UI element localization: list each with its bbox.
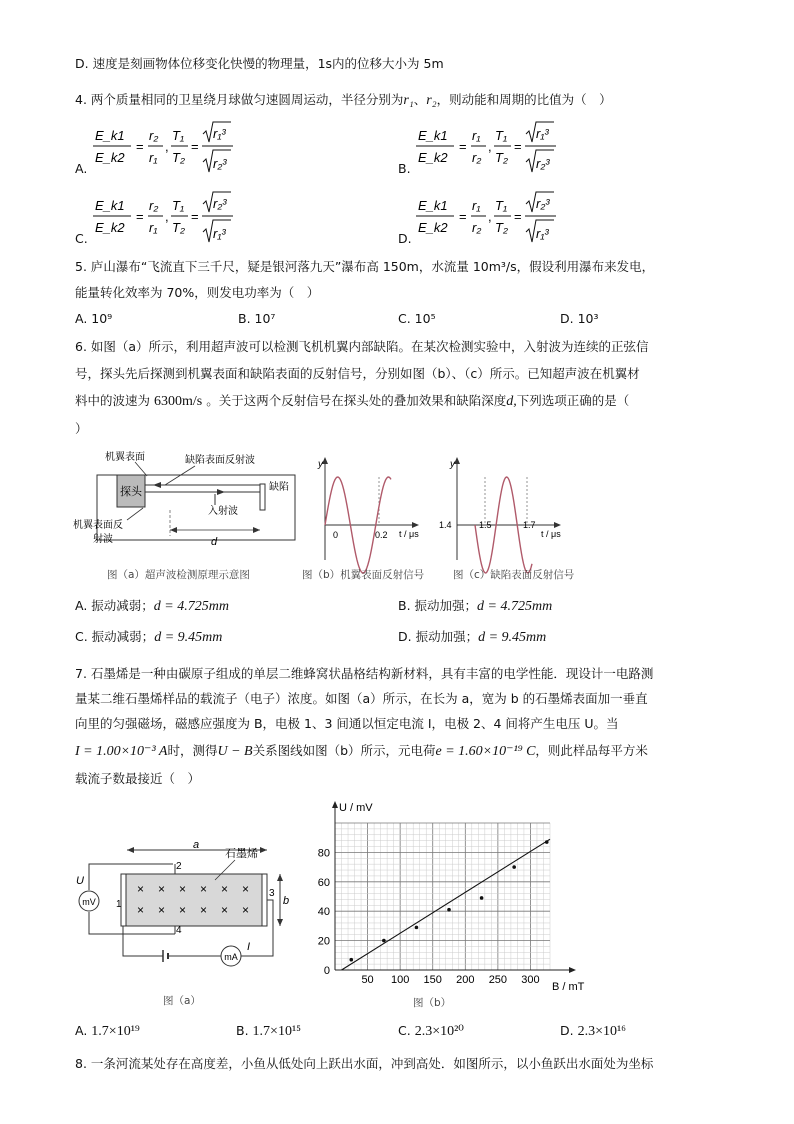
q7-option-a[interactable]: A. 1.7×10¹⁹: [75, 1023, 140, 1039]
root-den: r₁³: [213, 226, 226, 241]
figure-6c: [439, 455, 570, 565]
root-num: r₂³: [213, 196, 227, 211]
tick-0: 0: [333, 530, 339, 540]
option-letter: D.: [398, 231, 412, 246]
r-num: r₂: [149, 128, 159, 143]
current-label: I: [247, 941, 251, 953]
field-cross: ×: [242, 882, 250, 896]
figure-6c-caption: 图（c）缺陷表面反射信号: [453, 569, 575, 581]
svg-text:=: =: [136, 139, 144, 154]
svg-text:=: =: [191, 209, 199, 224]
x-tick-label: 200: [456, 974, 475, 986]
x-axis-label: B / mT: [552, 981, 585, 993]
r-num: r₂: [149, 198, 159, 213]
depth-label: d: [211, 536, 218, 548]
t-num: T₁: [172, 198, 185, 213]
svg-text:,: ,: [488, 139, 492, 154]
figure-6b: [315, 455, 425, 565]
q4-formula: [91, 118, 291, 180]
figure-7a-caption: 图（a）: [163, 995, 201, 1007]
figure-7a: [75, 838, 295, 973]
field-cross: ×: [200, 882, 208, 896]
r-den: r₂: [472, 150, 482, 165]
probe-label: 探头: [120, 486, 142, 498]
question-7-line3: 向里的匀强磁场，磁感应强度为 B，电极 1、3 间通以恒定电流 I，电极 2、4 间将产生电压 U。当: [75, 716, 619, 731]
voltmeter-label: mV: [82, 897, 96, 907]
question-5-line2: 能量转化效率为 70%，则发电功率为（ ）: [75, 285, 320, 300]
ek-den: E_k2: [95, 220, 125, 235]
x-tick-label: 100: [390, 974, 410, 986]
y-tick-label: 60: [317, 876, 330, 889]
r-num: r₁: [472, 198, 481, 213]
y-label: y: [318, 459, 323, 470]
q7-option-d[interactable]: D. 2.3×10¹⁶: [560, 1023, 627, 1039]
figure-6b-caption: 图（b）机翼表面反射信号: [302, 569, 425, 581]
field-cross: ×: [242, 903, 250, 917]
prev-option-d: D. 速度是刻画物体位移变化快慢的物理量，1s内的位移大小为 5m: [75, 56, 444, 71]
tick-1-7: 1.7: [523, 520, 536, 530]
question-7-line5: 载流子数最接近（ ）: [75, 771, 201, 786]
svg-text:,: ,: [165, 139, 169, 154]
q4-formula: [414, 118, 614, 180]
defect-wave-label: 缺陷表面反射波: [185, 455, 255, 466]
r-den: r₂: [472, 220, 482, 235]
y-tick-label: 40: [317, 906, 330, 919]
y-axis-arrow: [332, 801, 338, 808]
question-6-line3: 料中的波速为 6300m/s 。关于这两个反射信号在探头处的叠加效果和缺陷深度d,下列选项正确的是（: [75, 393, 630, 409]
defect-label: 缺陷: [269, 482, 289, 493]
ek-num: E_k1: [95, 128, 125, 143]
graphene-label: 石墨烯: [225, 848, 258, 860]
ek-den: E_k2: [418, 220, 448, 235]
data-point: [349, 958, 353, 962]
q4-option-d[interactable]: [398, 188, 598, 250]
question-4-stem: 4. 两个质量相同的卫星绕月球做匀速圆周运动，半径分别为r₁、r₂，则动能和周期的比值为（ ）: [75, 92, 612, 108]
incident-label: 入射波: [208, 506, 238, 517]
electrode-1-label: 1: [116, 899, 122, 910]
figure-6a-caption: 图（a）超声波检测原理示意图: [107, 569, 250, 581]
q4-option-b[interactable]: [398, 118, 598, 180]
ek-num: E_k1: [418, 198, 448, 213]
question-5-line1: 5. 庐山瀑布“飞流直下三千尺，疑是银河落九天”瀑布高 150m，水流量 10m³/s，假设利用瀑布来发电，: [75, 259, 655, 274]
ek-den: E_k2: [95, 150, 125, 165]
figure-6a: [73, 448, 310, 560]
data-point: [415, 926, 419, 930]
svg-text:=: =: [459, 209, 467, 224]
question-6-line2: 号，探头先后探测到机翼表面和缺陷表面的反射信号，分别如图（b）、（c）所示。已知超声波在机翼材: [75, 366, 640, 381]
data-point: [512, 865, 516, 869]
root-den: r₁³: [536, 226, 549, 241]
electrode-3-label: 3: [269, 888, 275, 899]
svg-text:=: =: [514, 209, 522, 224]
svg-text:,: ,: [165, 209, 169, 224]
svg-text:=: =: [191, 139, 199, 154]
tick-0-2: 0.2: [375, 530, 388, 540]
svg-text:,: ,: [488, 209, 492, 224]
q5-option-a[interactable]: A. 10⁹: [75, 311, 113, 326]
field-cross: ×: [179, 882, 187, 896]
tick-1-4: 1.4: [439, 520, 452, 530]
y-tick-label: 0: [323, 965, 330, 977]
t-den: T₂: [495, 150, 508, 165]
q6-option-b[interactable]: B. 振动加强；d = 4.725mm: [398, 598, 553, 614]
q4-option-a[interactable]: [75, 118, 275, 180]
t-den: T₂: [495, 220, 508, 235]
r-den: r₁: [149, 150, 158, 165]
option-letter: B.: [398, 161, 411, 176]
q5-option-d[interactable]: D. 10³: [560, 311, 599, 326]
svg-text:=: =: [514, 139, 522, 154]
surface-wave-label-1: 机翼表面反: [73, 520, 123, 531]
question-6-line4: ）: [75, 421, 88, 436]
field-cross: ×: [137, 882, 145, 896]
data-point: [545, 840, 549, 844]
r-den: r₁: [149, 220, 158, 235]
question-7-line4: I = 1.00×10⁻³ A时，测得U − B关系图线如图（b）所示，元电荷e = 1.60×10⁻¹⁹ C，则此样品每平方米: [75, 743, 648, 759]
q4-option-c[interactable]: [75, 188, 275, 250]
field-cross: ×: [200, 903, 208, 917]
svg-text:=: =: [136, 209, 144, 224]
q7-option-c[interactable]: C. 2.3×10²⁰: [398, 1023, 464, 1039]
field-cross: ×: [137, 903, 145, 917]
x-tick-label: 50: [361, 974, 374, 986]
y-label: y: [450, 459, 455, 470]
figure-7b-chart: [305, 795, 585, 993]
figure-7b-caption: 图（b）: [413, 997, 452, 1009]
surface-wave-label-2: 射波: [93, 534, 113, 545]
y-tick-label: 20: [317, 935, 330, 948]
data-point: [480, 896, 484, 900]
defect-block: [260, 484, 265, 510]
chart-grid: [335, 823, 550, 970]
field-cross: ×: [221, 882, 229, 896]
t-num: T₁: [172, 128, 185, 143]
ek-num: E_k1: [95, 198, 125, 213]
y-axis-label: U / mV: [339, 802, 373, 814]
electrode-2-label: 2: [176, 861, 182, 872]
svg-text:=: =: [459, 139, 467, 154]
question-7-line1: 7. 石墨烯是一种由碳原子组成的单层二维蜂窝状晶格结构新材料，具有丰富的电学性能．现设计一电路测: [75, 666, 654, 681]
root-num: r₂³: [536, 196, 550, 211]
q4-formula: [91, 188, 291, 250]
field-cross: ×: [221, 903, 229, 917]
t-label: t / μs: [399, 529, 419, 539]
q7-option-b[interactable]: B. 1.7×10¹⁵: [236, 1023, 302, 1039]
electrode-4-label: 4: [176, 925, 182, 936]
t-label: t / μs: [541, 529, 561, 539]
option-letter: C.: [75, 231, 88, 246]
t-den: T₂: [172, 150, 185, 165]
q6-option-c[interactable]: C. 振动减弱；d = 9.45mm: [75, 629, 223, 645]
x-axis-arrow: [569, 967, 576, 973]
ek-num: E_k1: [418, 128, 448, 143]
q6-option-d[interactable]: D. 振动加强；d = 9.45mm: [398, 629, 547, 645]
length-label: a: [193, 839, 200, 851]
q6-option-a[interactable]: A. 振动减弱；d = 4.725mm: [75, 598, 229, 614]
t-den: T₂: [172, 220, 185, 235]
t-num: T₁: [495, 198, 508, 213]
field-cross: ×: [158, 882, 166, 896]
root-den: r₂³: [536, 156, 550, 171]
x-tick-label: 300: [521, 974, 540, 986]
width-label: b: [283, 895, 290, 907]
surface-label: 机翼表面: [105, 452, 145, 463]
x-tick-label: 150: [423, 974, 442, 986]
root-den: r₂³: [213, 156, 227, 171]
ammeter-label: mA: [224, 952, 238, 962]
field-cross: ×: [179, 903, 187, 917]
voltage-label: U: [76, 875, 84, 887]
option-letter: A.: [75, 161, 88, 176]
question-7-line2: 量某二维石墨烯样品的载流子（电子）浓度。如图（a）所示，在长为 a，宽为 b 的石墨烯表面加一垂直: [75, 691, 648, 706]
root-num: r₁³: [213, 126, 226, 141]
y-tick-label: 80: [317, 847, 330, 860]
q5-option-b[interactable]: B. 10⁷: [238, 311, 276, 326]
data-point: [382, 939, 386, 943]
tick-1-5: 1.5: [479, 520, 492, 530]
ek-den: E_k2: [418, 150, 448, 165]
question-8-line1: 8. 一条河流某处存在高度差，小鱼从低处向上跃出水面，冲到高处．如图所示，以小鱼跃出水面处为坐标: [75, 1056, 654, 1071]
r-num: r₁: [472, 128, 481, 143]
field-cross: ×: [158, 903, 166, 917]
q5-option-c[interactable]: C. 10⁵: [398, 311, 436, 326]
question-6-line1: 6. 如图（a）所示，利用超声波可以检测飞机机翼内部缺陷。在某次检测实验中，入射波为连续的正弦信: [75, 339, 649, 354]
root-num: r₁³: [536, 126, 549, 141]
data-point: [447, 908, 451, 912]
q4-formula: [414, 188, 614, 250]
x-tick-label: 250: [488, 974, 508, 986]
t-num: T₁: [495, 128, 508, 143]
